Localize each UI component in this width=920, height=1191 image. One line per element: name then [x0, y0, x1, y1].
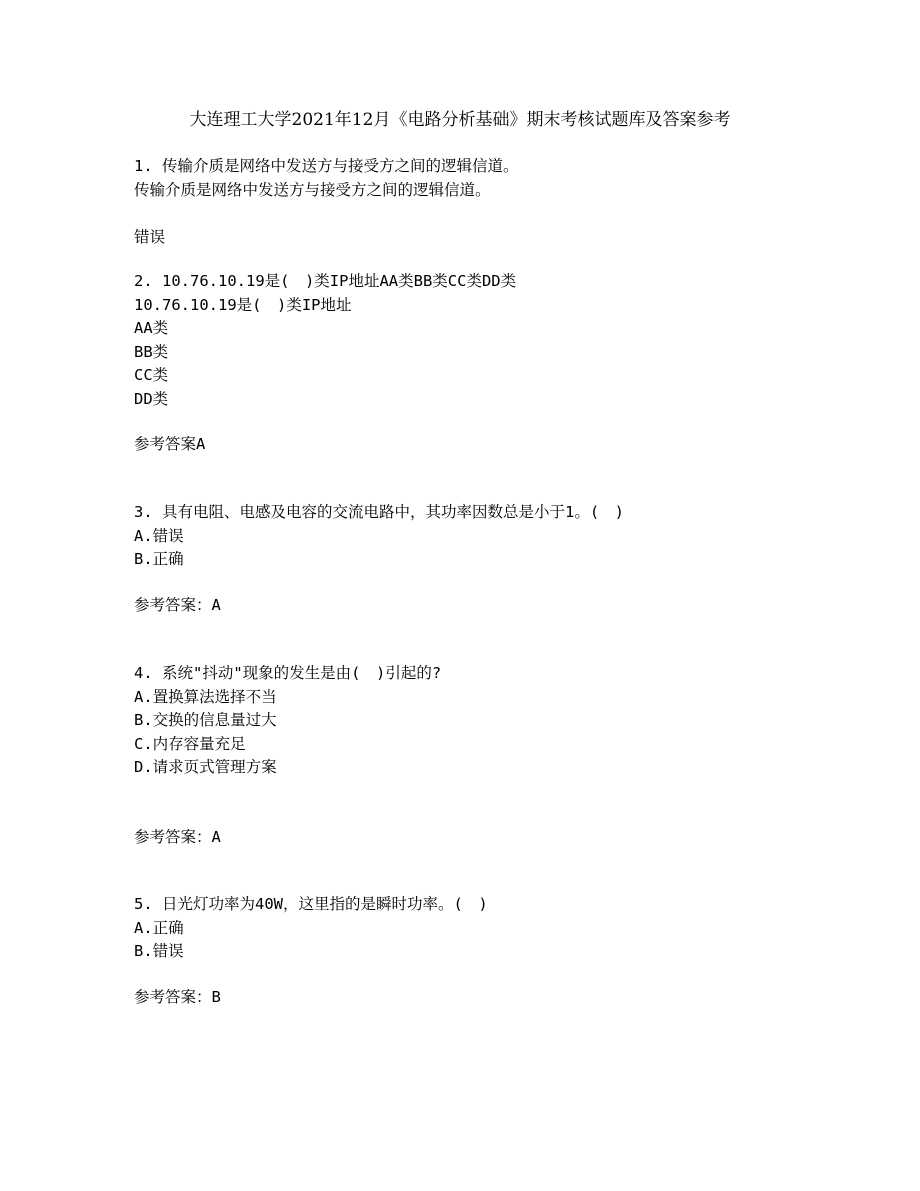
question-1-detail: 传输介质是网络中发送方与接受方之间的逻辑信道。 [134, 180, 491, 199]
question-4-option-c: C.内存容量充足 [134, 734, 246, 753]
question-5-option-b: B.错误 [134, 942, 184, 960]
question-3 [134, 501, 854, 572]
question-5-option-a: A.正确 [134, 918, 184, 937]
question-2 [134, 270, 854, 411]
question-1-stem: 1. 传输介质是网络中发送方与接受方之间的逻辑信道。 [134, 157, 519, 175]
question-3-option-a: A.错误 [134, 526, 184, 545]
question-4-stem: 4. 系统"抖动"现象的发生是由( )引起的? [134, 664, 442, 682]
question-2-option-c: CC类 [134, 366, 169, 384]
question-2-detail: 10.76.10.19是( )类IP地址 [134, 295, 352, 314]
question-2-answer: 参考答案A [134, 435, 206, 453]
question-3-stem: 3. 具有电阻、电感及电容的交流电路中，其功率因数总是小于1。( ) [134, 503, 624, 521]
question-4-option-a: A.置换算法选择不当 [134, 687, 277, 706]
question-5-stem: 5. 日光灯功率为40W，这里指的是瞬时功率。( ) [134, 895, 488, 913]
question-4-answer: 参考答案：A [134, 828, 221, 846]
question-3-answer: 参考答案：A [134, 596, 221, 614]
question-1-answer: 错误 [134, 228, 166, 246]
question-3-option-b: B.正确 [134, 550, 184, 568]
question-4-option-d: D.请求页式管理方案 [134, 758, 277, 776]
question-2-option-b: BB类 [134, 342, 169, 361]
question-5-answer: 参考答案：B [134, 988, 221, 1006]
page-title: 大连理工大学2021年12月《电路分析基础》期末考核试题库及答案参考 [189, 110, 731, 130]
question-1 [134, 155, 854, 202]
question-2-stem: 2. 10.76.10.19是( )类IP地址AA类BB类CC类DD类 [134, 272, 517, 290]
question-2-option-d: DD类 [134, 389, 169, 408]
question-4-option-b: B.交换的信息量过大 [134, 711, 277, 729]
question-5 [134, 893, 854, 964]
question-2-option-a: AA类 [134, 319, 169, 337]
question-4 [134, 662, 854, 780]
